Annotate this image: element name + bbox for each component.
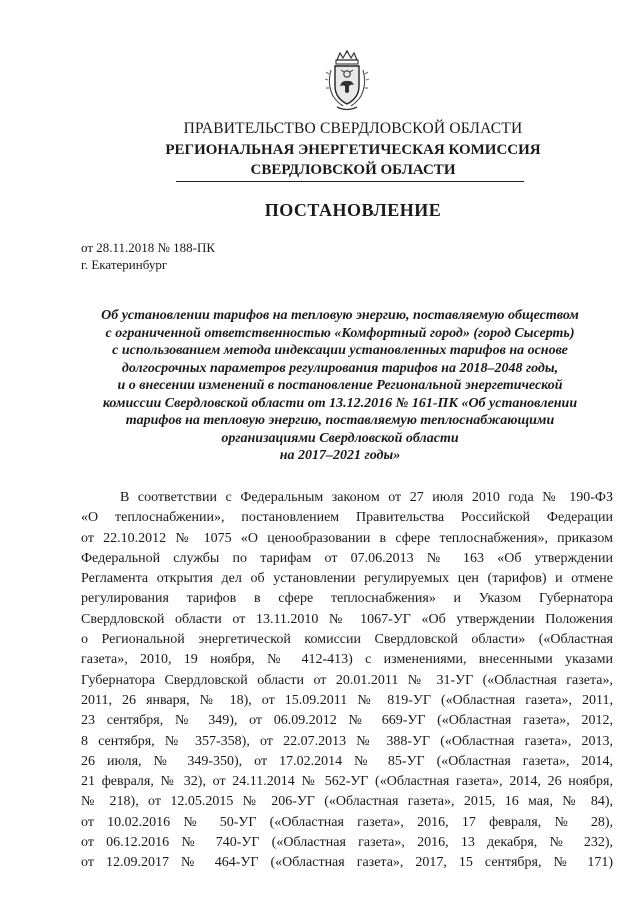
- sverdlovsk-coat-of-arms-icon: [323, 50, 371, 112]
- body-line: В соответствии с Федеральным законом от 27 июля 2010 года № 190-ФЗ: [120, 490, 613, 505]
- title-line: организациями Свердловской области: [221, 430, 459, 446]
- header-divider: [176, 181, 524, 182]
- body-line: от 12.09.2017 № 464-УГ («Областная газета», 2017, 15 сентября, № 171): [81, 855, 613, 871]
- body-line: 8 сентября, № 357-358), от 22.07.2013 № 388-УГ («Областная газета», 2013,: [81, 733, 613, 749]
- body-line: Регламента открытия дел об установлении регулируемых цен (тарифов) и отмене: [81, 571, 613, 587]
- commission-name-line: РЕГИОНАЛЬНАЯ ЭНЕРГЕТИЧЕСКАЯ КОМИССИЯ: [165, 142, 541, 158]
- title-line: с использованием метода индексации установленных тарифов на основе: [112, 343, 568, 358]
- document-body: [81, 488, 613, 874]
- org-name-line: ПРАВИТЕЛЬСТВО СВЕРДЛОВСКОЙ ОБЛАСТИ: [183, 120, 523, 137]
- title-line: тарифов на тепловую энергию, поставляемую теплоснабжающими: [125, 413, 555, 428]
- body-line: Свердловской области от 13.11.2010 № 1067-УГ «Об утверждении Положения: [81, 611, 613, 627]
- title-line: комиссии Свердловской области от 13.12.2016 № 161-ПК «Об установлении: [102, 395, 578, 411]
- title-line: долгосрочных параметров регулирования тарифов на 2018–2048 годы,: [121, 360, 559, 376]
- body-line: 21 февраля, № 32), от 24.11.2014 № 562-УГ («Областная газета», 2014, 26 ноября,: [81, 774, 613, 790]
- body-line: Губернатора Свердловской области от 20.01.2011 № 31-УГ («Областная газета»,: [81, 672, 613, 688]
- body-line: Федеральной службы по тарифам от 07.06.2013 № 163 «Об утверждении: [81, 550, 613, 566]
- document-date-number: от 28.11.2018 № 188-ПК: [81, 240, 216, 255]
- body-line: 2011, 26 января, № 18), от 15.09.2011 № 819-УГ («Областная газета», 2011,: [81, 692, 613, 708]
- body-line: о Региональной энергетической комиссии Свердловской области» («Областная: [81, 632, 613, 648]
- body-line: «О теплоснабжении», постановлением Правительства Российской Федерации: [81, 510, 613, 526]
- title-line: с ограниченной ответственностью «Комфортный город» (город Сысерть): [105, 325, 575, 341]
- title-line: и о внесении изменений в постановление Региональной энергетической: [117, 378, 563, 393]
- document-title: [80, 307, 600, 465]
- body-line: № 218), от 12.05.2015 № 206-УГ («Областная газета», 2015, 16 мая, № 84),: [81, 794, 613, 810]
- title-line: Об установлении тарифов на тепловую энергию, поставляемую обществом: [101, 308, 579, 323]
- body-line: от 10.02.2016 № 50-УГ («Областная газета», 2016, 17 февраля, № 28),: [81, 814, 613, 830]
- body-line: от 22.10.2012 № 1075 «О ценообразовании в сфере теплоснабжения», приказом: [81, 530, 613, 546]
- body-line: газета», 2010, 19 ноября, № 412-413) с изменениями, внесенными указами: [81, 652, 613, 668]
- body-line: 26 июля, № 349-350), от 17.02.2014 № 85-УГ («Областная газета», 2014,: [81, 753, 613, 769]
- body-line: 23 сентября, № 349), от 06.09.2012 № 669-УГ («Областная газета», 2012,: [81, 713, 613, 729]
- body-line: от 06.12.2016 № 740-УГ («Областная газета», 2016, 13 декабря, № 232),: [81, 835, 613, 851]
- region-name-line: СВЕРДЛОВСКОЙ ОБЛАСТИ: [250, 162, 456, 178]
- document-city: г. Екатеринбург: [81, 257, 168, 272]
- title-line: на 2017–2021 годы»: [279, 448, 401, 463]
- document-type-heading: ПОСТАНОВЛЕНИЕ: [264, 200, 442, 220]
- body-line: регулирования тарифов в сфере теплоснабжения» и Указом Губернатора: [81, 591, 613, 607]
